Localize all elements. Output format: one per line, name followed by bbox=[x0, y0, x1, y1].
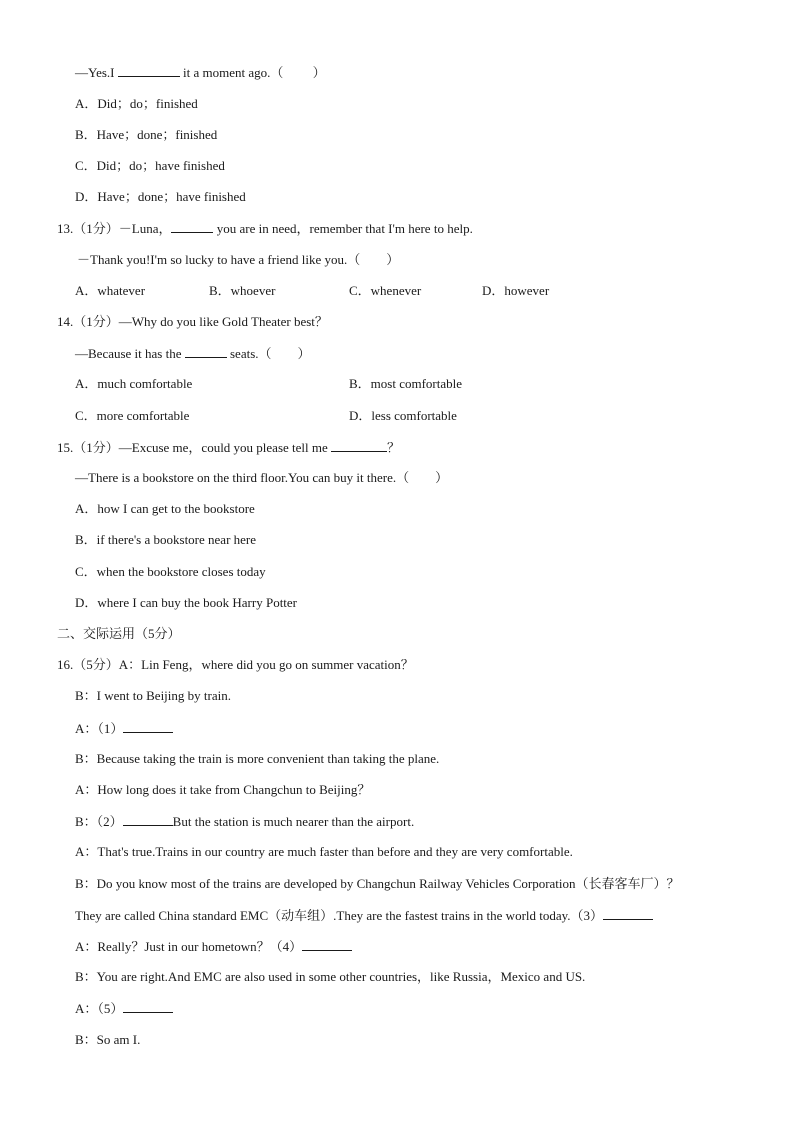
question-16: 16.（5分）A：Lin Feng，where did you go on summer vacation？ bbox=[57, 657, 414, 672]
option-d: D．Have；done；have finished bbox=[75, 189, 246, 204]
dialogue-line bbox=[75, 1000, 173, 1017]
text-segment: B：（2） bbox=[75, 814, 123, 829]
option-a: A．Did；do；finished bbox=[75, 96, 198, 111]
answer-blank bbox=[185, 345, 227, 358]
dialogue-line bbox=[75, 813, 414, 830]
option-d: D．less comfortable bbox=[349, 408, 457, 423]
answer-blank bbox=[171, 220, 213, 233]
question-line bbox=[75, 345, 311, 362]
text-segment: —Yes.I bbox=[75, 65, 118, 80]
answer-blank bbox=[603, 907, 653, 920]
question-line: —There is a bookstore on the third floor.You can buy it there.（ ） bbox=[75, 470, 449, 485]
text-segment: —Because it has the bbox=[75, 346, 185, 361]
question-14: 14.（1分）—Why do you like Gold Theater best？ bbox=[57, 314, 328, 329]
dialogue-line: B：Do you know most of the trains are developed by Changchun Railway Vehicles Corporation（长春客车厂）？ bbox=[75, 876, 680, 891]
option-c: C．whenever bbox=[349, 283, 422, 298]
text-segment: A：（5） bbox=[75, 1001, 124, 1016]
option-a: A．much comfortable bbox=[75, 376, 193, 391]
dialogue-line bbox=[75, 938, 352, 955]
dialogue-line: A：That's true.Trains in our country are much faster than before and they are very comfortable. bbox=[75, 844, 573, 859]
answer-blank bbox=[118, 64, 180, 77]
dialogue-line bbox=[75, 720, 173, 737]
text-segment: A：（1） bbox=[75, 721, 124, 736]
question-line bbox=[75, 64, 326, 81]
option-a: A．whatever bbox=[75, 283, 146, 298]
option-b: B．whoever bbox=[209, 283, 276, 298]
option-b: B．if there's a bookstore near here bbox=[75, 532, 257, 547]
dialogue-line: B：I went to Beijing by train. bbox=[75, 688, 231, 703]
dialogue-line: B：So am I. bbox=[75, 1032, 141, 1047]
dialogue-line: B：You are right.And EMC are also used in some other countries，like Russia，Mexico and US. bbox=[75, 969, 586, 984]
text-segment: But the station is much nearer than the airport. bbox=[172, 814, 415, 829]
option-d: D．where I can buy the book Harry Potter bbox=[75, 595, 298, 610]
answer-blank bbox=[302, 938, 352, 951]
option-d: D．however bbox=[482, 283, 550, 298]
text-segment: you are in need，remember that I'm here to help. bbox=[213, 221, 473, 236]
dialogue-line: A：How long does it take from Changchun to Beijing？ bbox=[75, 782, 371, 797]
answer-blank bbox=[331, 439, 387, 452]
option-c: C．more comfortable bbox=[75, 408, 190, 423]
option-a: A．how I can get to the bookstore bbox=[75, 501, 255, 516]
option-c: C．when the bookstore closes today bbox=[75, 564, 266, 579]
question-line: －Thank you!I'm so lucky to have a friend like you.（ ） bbox=[77, 252, 400, 267]
text-segment: 15.（1分）—Excuse me，could you please tell me bbox=[57, 440, 332, 455]
answer-blank bbox=[123, 1000, 173, 1013]
dialogue-line bbox=[75, 907, 653, 924]
option-c: C．Did；do；have finished bbox=[75, 158, 225, 173]
text-segment: 13.（1分）－Luna， bbox=[57, 221, 172, 236]
answer-blank bbox=[123, 720, 173, 733]
option-b: B．most comfortable bbox=[349, 376, 463, 391]
section-heading: 二、交际运用（5分） bbox=[57, 626, 181, 641]
dialogue-line: B：Because taking the train is more convenient than taking the plane. bbox=[75, 751, 440, 766]
text-segment: ？ bbox=[387, 440, 401, 455]
text-segment: A：Really？Just in our hometown？（4） bbox=[75, 939, 303, 954]
question-13 bbox=[57, 220, 473, 237]
answer-blank bbox=[123, 813, 173, 826]
option-b: B．Have；done；finished bbox=[75, 127, 218, 142]
text-segment: They are called China standard EMC（动车组）.They are the fastest trains in the world today.（3） bbox=[75, 908, 604, 923]
question-15 bbox=[57, 439, 400, 456]
text-segment: seats.（ ） bbox=[226, 346, 311, 361]
text-segment: it a moment ago.（ ） bbox=[179, 65, 326, 80]
